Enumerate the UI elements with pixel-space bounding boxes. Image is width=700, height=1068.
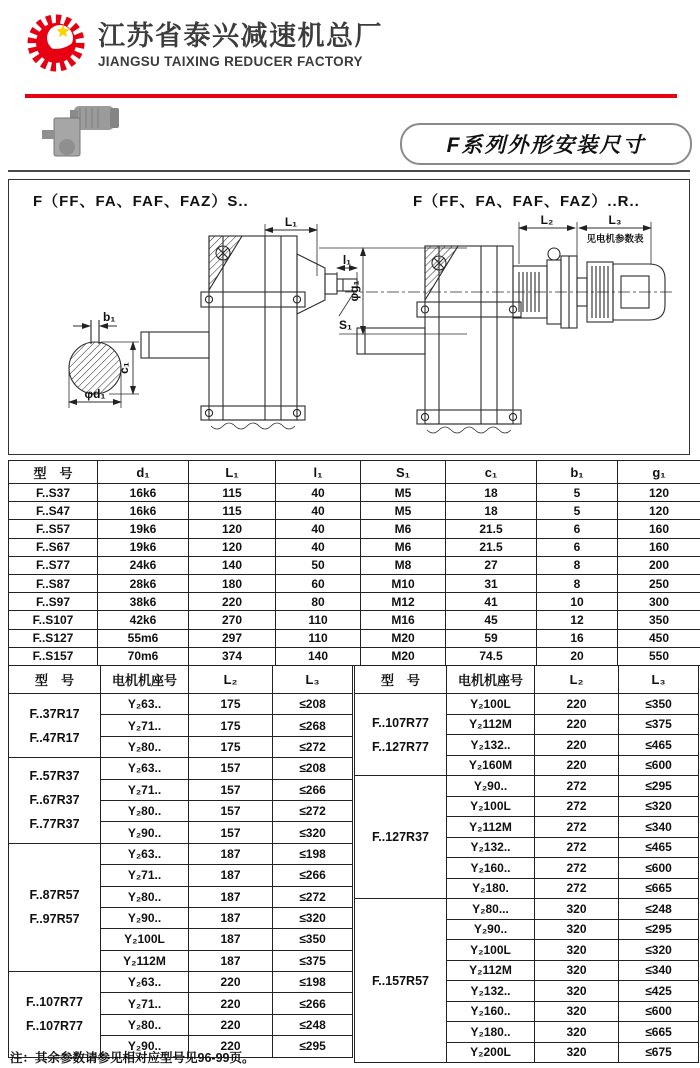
table-cell: M20 bbox=[361, 647, 446, 665]
table-cell: 27 bbox=[446, 556, 537, 574]
column-header: c₁ bbox=[446, 461, 537, 484]
table-cell: ≤208 bbox=[273, 694, 353, 715]
table-cell: 59 bbox=[446, 629, 537, 647]
table-cell: ≤340 bbox=[619, 960, 699, 981]
product-photo bbox=[40, 100, 124, 164]
table-cell: Y₂112M bbox=[101, 950, 189, 971]
table-row bbox=[9, 629, 700, 647]
table-cell: Y₂112M bbox=[447, 817, 535, 838]
table-row bbox=[9, 556, 700, 574]
table-cell: ≤272 bbox=[273, 886, 353, 907]
table-cell: 187 bbox=[189, 886, 273, 907]
table-cell: 350 bbox=[618, 611, 700, 629]
table-cell: M16 bbox=[361, 611, 446, 629]
diagram-panel bbox=[8, 179, 690, 455]
table-cell: ≤266 bbox=[273, 779, 353, 800]
table-cell: 110 bbox=[276, 629, 361, 647]
dim-label-b1: b₁ bbox=[103, 310, 116, 324]
table-cell: F..S67 bbox=[9, 538, 98, 556]
table-cell: Y₂160.. bbox=[447, 1001, 535, 1022]
table-cell: Y₂80.. bbox=[101, 886, 189, 907]
table-cell: 41 bbox=[446, 593, 537, 611]
table-cell: Y₂63.. bbox=[101, 694, 189, 715]
table-cell: ≤350 bbox=[273, 929, 353, 950]
table-row bbox=[9, 843, 353, 864]
column-header: 电机机座号 bbox=[447, 666, 535, 694]
model-label: F..47R17 bbox=[29, 730, 80, 745]
table-cell: 160 bbox=[618, 520, 700, 538]
table-cell: Y₂63.. bbox=[101, 758, 189, 779]
column-header: 型 号 bbox=[355, 666, 447, 694]
model-cell bbox=[9, 843, 101, 971]
column-header: 型 号 bbox=[9, 666, 101, 694]
table-cell: ≤266 bbox=[273, 865, 353, 886]
table-cell: Y₂112M bbox=[447, 714, 535, 735]
table-cell: ≤600 bbox=[619, 1001, 699, 1022]
table-row bbox=[9, 647, 700, 665]
model-label: F..107R77 bbox=[26, 1019, 83, 1034]
table-cell: F..S97 bbox=[9, 593, 98, 611]
table-cell: F..S87 bbox=[9, 574, 98, 592]
column-header: L₁ bbox=[189, 461, 276, 484]
table-cell: Y₂71.. bbox=[101, 865, 189, 886]
table-cell: ≤198 bbox=[273, 843, 353, 864]
table-cell: 31 bbox=[446, 574, 537, 592]
model-label: F..97R57 bbox=[29, 912, 80, 927]
table-cell: Y₂80... bbox=[447, 899, 535, 920]
table-cell: 187 bbox=[189, 929, 273, 950]
table-cell: Y₂132.. bbox=[447, 837, 535, 858]
table-cell: 120 bbox=[618, 502, 700, 520]
table-cell: 115 bbox=[189, 502, 276, 520]
table-row bbox=[355, 899, 699, 920]
table-cell: 19k6 bbox=[98, 538, 189, 556]
table-cell: 6 bbox=[537, 520, 618, 538]
table-cell: 200 bbox=[618, 556, 700, 574]
column-header: S₁ bbox=[361, 461, 446, 484]
table-cell: ≤465 bbox=[619, 735, 699, 756]
dim-label-L2: L₂ bbox=[540, 213, 554, 227]
column-header: 型 号 bbox=[9, 461, 98, 484]
table-cell: 20 bbox=[537, 647, 618, 665]
table-cell: 187 bbox=[189, 907, 273, 928]
table-cell: 320 bbox=[535, 1001, 619, 1022]
table-cell: ≤665 bbox=[619, 878, 699, 899]
table-cell: 187 bbox=[189, 843, 273, 864]
table-cell: 42k6 bbox=[98, 611, 189, 629]
table-cell: 297 bbox=[189, 629, 276, 647]
table-row bbox=[9, 574, 700, 592]
model-label: F..77R37 bbox=[29, 817, 80, 832]
table-cell: Y₂80.. bbox=[101, 800, 189, 821]
table-cell: Y₂160.. bbox=[447, 858, 535, 879]
dim-label-g1: φg₁ bbox=[347, 280, 361, 302]
table-cell: Y₂100L bbox=[447, 694, 535, 715]
table-cell: 180 bbox=[189, 574, 276, 592]
table-cell: 10 bbox=[537, 593, 618, 611]
table-row bbox=[9, 502, 700, 520]
table-row bbox=[9, 520, 700, 538]
dim-label-L3: L₃ bbox=[608, 213, 622, 227]
table-cell: F..S157 bbox=[9, 647, 98, 665]
table-cell: 18 bbox=[446, 484, 537, 502]
table-cell: ≤600 bbox=[619, 755, 699, 776]
table-cell: Y₂90.. bbox=[447, 776, 535, 797]
model-label: F..87R57 bbox=[29, 888, 80, 903]
table-cell: 272 bbox=[535, 796, 619, 817]
table-cell: 157 bbox=[189, 822, 273, 843]
table-cell: Y₂63.. bbox=[101, 843, 189, 864]
table-cell: 320 bbox=[535, 899, 619, 920]
table-cell: F..S47 bbox=[9, 502, 98, 520]
table-cell: ≤375 bbox=[273, 950, 353, 971]
table-cell: Y₂90.. bbox=[447, 919, 535, 940]
model-label: F..37R17 bbox=[29, 706, 80, 721]
company-name-cn: 江苏省泰兴减速机总厂 bbox=[98, 21, 383, 51]
grey-divider bbox=[8, 170, 690, 172]
table-cell: 187 bbox=[189, 865, 273, 886]
table-cell: ≤375 bbox=[619, 714, 699, 735]
table-cell: Y₂100L bbox=[101, 929, 189, 950]
table-cell: M6 bbox=[361, 538, 446, 556]
table-cell: 60 bbox=[276, 574, 361, 592]
model-label: F..127R37 bbox=[372, 830, 429, 844]
table-cell: 320 bbox=[535, 1042, 619, 1063]
dim-label-l1: l₁ bbox=[342, 253, 352, 267]
column-header: L₃ bbox=[619, 666, 699, 694]
table-cell: ≤272 bbox=[273, 736, 353, 757]
section-title-badge bbox=[400, 123, 692, 165]
table-cell: 320 bbox=[535, 940, 619, 961]
table-cell: 70m6 bbox=[98, 647, 189, 665]
table-cell: F..S37 bbox=[9, 484, 98, 502]
table-cell: ≤675 bbox=[619, 1042, 699, 1063]
table-cell: ≤465 bbox=[619, 837, 699, 858]
dim-label-S1: S₁ bbox=[339, 318, 352, 332]
table-cell: ≤295 bbox=[619, 919, 699, 940]
column-header: L₂ bbox=[535, 666, 619, 694]
table-cell: 187 bbox=[189, 950, 273, 971]
model-cell bbox=[9, 758, 101, 844]
model-label: F..67R37 bbox=[29, 793, 80, 808]
header-row bbox=[355, 666, 699, 694]
right-drawing bbox=[342, 222, 675, 433]
table-cell: 110 bbox=[276, 611, 361, 629]
table-cell: ≤665 bbox=[619, 1022, 699, 1043]
table-cell: 220 bbox=[535, 714, 619, 735]
table-cell: 175 bbox=[189, 715, 273, 736]
table-row bbox=[9, 484, 700, 502]
table-row bbox=[355, 694, 699, 715]
table-cell: 40 bbox=[276, 484, 361, 502]
table-cell: 74.5 bbox=[446, 647, 537, 665]
model-label: F..107R77 bbox=[26, 995, 83, 1010]
company-name-en: JIANGSU TAIXING REDUCER FACTORY bbox=[98, 54, 363, 69]
table-cell: ≤320 bbox=[273, 822, 353, 843]
table-cell: M6 bbox=[361, 520, 446, 538]
table-cell: ≤272 bbox=[273, 800, 353, 821]
table-cell: M5 bbox=[361, 484, 446, 502]
table-cell: Y₂180. bbox=[447, 878, 535, 899]
table-cell: 374 bbox=[189, 647, 276, 665]
table-cell: 18 bbox=[446, 502, 537, 520]
table-cell: Y₂63.. bbox=[101, 972, 189, 993]
table-cell: 8 bbox=[537, 574, 618, 592]
table-cell: 19k6 bbox=[98, 520, 189, 538]
header-row bbox=[9, 666, 353, 694]
table-cell: M8 bbox=[361, 556, 446, 574]
table-cell: Y₂90.. bbox=[101, 1036, 189, 1057]
table-cell: Y₂90.. bbox=[101, 907, 189, 928]
technical-drawings bbox=[9, 180, 689, 454]
table-row bbox=[355, 776, 699, 797]
footnote: 注：其余参数请参见相对应型号见96-99页。 bbox=[10, 1051, 255, 1065]
table-cell: ≤320 bbox=[619, 796, 699, 817]
table-cell: 24k6 bbox=[98, 556, 189, 574]
table-row bbox=[9, 611, 700, 629]
table-cell: ≤320 bbox=[619, 940, 699, 961]
table-cell: 175 bbox=[189, 736, 273, 757]
table-cell: 21.5 bbox=[446, 538, 537, 556]
table-cell: 220 bbox=[189, 593, 276, 611]
table-cell: 120 bbox=[189, 538, 276, 556]
table-cell: 272 bbox=[535, 878, 619, 899]
table-cell: 120 bbox=[189, 520, 276, 538]
table-cell: 80 bbox=[276, 593, 361, 611]
table-cell: 12 bbox=[537, 611, 618, 629]
left-drawing bbox=[69, 224, 467, 429]
table-cell: 550 bbox=[618, 647, 700, 665]
model-label: F..107R77 bbox=[372, 715, 429, 730]
table-cell: 157 bbox=[189, 758, 273, 779]
table-cell: F..S77 bbox=[9, 556, 98, 574]
table-cell: 157 bbox=[189, 800, 273, 821]
table-cell: ≤295 bbox=[619, 776, 699, 797]
table-cell: ≤600 bbox=[619, 858, 699, 879]
table-cell: Y₂112M bbox=[447, 960, 535, 981]
table-cell: 220 bbox=[535, 755, 619, 776]
column-header: L₂ bbox=[189, 666, 273, 694]
table-cell: 5 bbox=[537, 502, 618, 520]
model-cell bbox=[355, 694, 447, 776]
table-cell: 140 bbox=[189, 556, 276, 574]
right-drawing-title: F（FF、FA、FAF、FAZ）..R.. bbox=[413, 193, 640, 210]
table-cell: 55m6 bbox=[98, 629, 189, 647]
table-cell: ≤350 bbox=[619, 694, 699, 715]
table-cell: 16k6 bbox=[98, 484, 189, 502]
table-cell: 6 bbox=[537, 538, 618, 556]
table-cell: Y₂132.. bbox=[447, 735, 535, 756]
table-cell: 120 bbox=[618, 484, 700, 502]
table-row bbox=[9, 758, 353, 779]
brand-block bbox=[98, 21, 383, 69]
table-cell: 272 bbox=[535, 817, 619, 838]
model-cell bbox=[9, 694, 101, 758]
section-title: F系列外形安装尺寸 bbox=[446, 134, 646, 157]
table-cell: Y₂100L bbox=[447, 796, 535, 817]
table-cell: 5 bbox=[537, 484, 618, 502]
model-label: F..157R57 bbox=[372, 973, 429, 988]
table-cell: F..S127 bbox=[9, 629, 98, 647]
motor-table-right bbox=[354, 665, 699, 1063]
table-cell: 140 bbox=[276, 647, 361, 665]
table-cell: ≤425 bbox=[619, 981, 699, 1002]
table-cell: 320 bbox=[535, 919, 619, 940]
table-cell: 21.5 bbox=[446, 520, 537, 538]
column-header: l₁ bbox=[276, 461, 361, 484]
table-cell: Y₂80.. bbox=[101, 1014, 189, 1035]
table-cell: Y₂180.. bbox=[447, 1022, 535, 1043]
reducer-illustration bbox=[42, 106, 119, 156]
table-cell: Y₂200L bbox=[447, 1042, 535, 1063]
table-cell: 28k6 bbox=[98, 574, 189, 592]
table-cell: 8 bbox=[537, 556, 618, 574]
table-row bbox=[9, 593, 700, 611]
table-cell: 270 bbox=[189, 611, 276, 629]
model-cell bbox=[355, 899, 447, 1063]
table-cell: 220 bbox=[189, 993, 273, 1014]
table-cell: ≤248 bbox=[273, 1014, 353, 1035]
table-cell: 40 bbox=[276, 520, 361, 538]
table-cell: ≤208 bbox=[273, 758, 353, 779]
table-cell: 272 bbox=[535, 837, 619, 858]
model-label: F..57R37 bbox=[29, 769, 80, 784]
table-cell: F..S57 bbox=[9, 520, 98, 538]
table-cell: 115 bbox=[189, 484, 276, 502]
table-cell: Y₂90.. bbox=[101, 822, 189, 843]
table-cell: 450 bbox=[618, 629, 700, 647]
table-cell: 220 bbox=[535, 694, 619, 715]
column-header: d₁ bbox=[98, 461, 189, 484]
table-cell: 40 bbox=[276, 502, 361, 520]
table-cell: M20 bbox=[361, 629, 446, 647]
column-header: b₁ bbox=[537, 461, 618, 484]
table-cell: 250 bbox=[618, 574, 700, 592]
table-cell: 38k6 bbox=[98, 593, 189, 611]
column-header: 电机机座号 bbox=[101, 666, 189, 694]
dim-label-c1: c₁ bbox=[117, 362, 131, 374]
table-cell: 320 bbox=[535, 960, 619, 981]
table-cell: Y₂100L bbox=[447, 940, 535, 961]
table-cell: 16 bbox=[537, 629, 618, 647]
model-label: F..127R77 bbox=[372, 739, 429, 754]
table-cell: F..S107 bbox=[9, 611, 98, 629]
table-cell: 220 bbox=[535, 735, 619, 756]
table-cell: Y₂80.. bbox=[101, 736, 189, 757]
table-cell: Y₂71.. bbox=[101, 779, 189, 800]
table-cell: 157 bbox=[189, 779, 273, 800]
table-cell: ≤320 bbox=[273, 907, 353, 928]
table-cell: 40 bbox=[276, 538, 361, 556]
table-cell: M10 bbox=[361, 574, 446, 592]
table-cell: Y₂71.. bbox=[101, 993, 189, 1014]
model-cell bbox=[9, 972, 101, 1058]
table-row bbox=[9, 694, 353, 715]
header-row bbox=[9, 461, 700, 484]
table-row bbox=[9, 972, 353, 993]
table-row bbox=[9, 538, 700, 556]
table-cell: ≤266 bbox=[273, 993, 353, 1014]
column-header: L₃ bbox=[273, 666, 353, 694]
table-cell: ≤340 bbox=[619, 817, 699, 838]
model-cell bbox=[355, 776, 447, 899]
table-cell: Y₂71.. bbox=[101, 715, 189, 736]
table-cell: 50 bbox=[276, 556, 361, 574]
motor-table-left bbox=[8, 665, 353, 1058]
table-cell: 272 bbox=[535, 776, 619, 797]
column-header: g₁ bbox=[618, 461, 700, 484]
table-cell: ≤198 bbox=[273, 972, 353, 993]
left-drawing-title: F（FF、FA、FAF、FAZ）S.. bbox=[33, 193, 249, 210]
factory-logo-icon bbox=[26, 12, 88, 74]
table-cell: 175 bbox=[189, 694, 273, 715]
red-divider bbox=[25, 94, 677, 98]
table-cell: 320 bbox=[535, 1022, 619, 1043]
dimension-table bbox=[8, 460, 700, 666]
table-cell: 160 bbox=[618, 538, 700, 556]
table-cell: 220 bbox=[189, 1014, 273, 1035]
table-cell: ≤295 bbox=[273, 1036, 353, 1057]
table-cell: ≤248 bbox=[619, 899, 699, 920]
table-cell: 272 bbox=[535, 858, 619, 879]
motor-param-note: 见电机参数表 bbox=[586, 234, 644, 245]
table-cell: M5 bbox=[361, 502, 446, 520]
table-cell: M12 bbox=[361, 593, 446, 611]
table-cell: Y₂132.. bbox=[447, 981, 535, 1002]
table-cell: 320 bbox=[535, 981, 619, 1002]
table-cell: 300 bbox=[618, 593, 700, 611]
table-cell: 220 bbox=[189, 1036, 273, 1057]
table-cell: 16k6 bbox=[98, 502, 189, 520]
table-cell: 45 bbox=[446, 611, 537, 629]
table-cell: ≤268 bbox=[273, 715, 353, 736]
dim-label-d1: φd₁ bbox=[84, 387, 106, 401]
table-cell: 220 bbox=[189, 972, 273, 993]
table-cell: Y₂160M bbox=[447, 755, 535, 776]
dim-label-L1: L₁ bbox=[284, 215, 298, 229]
